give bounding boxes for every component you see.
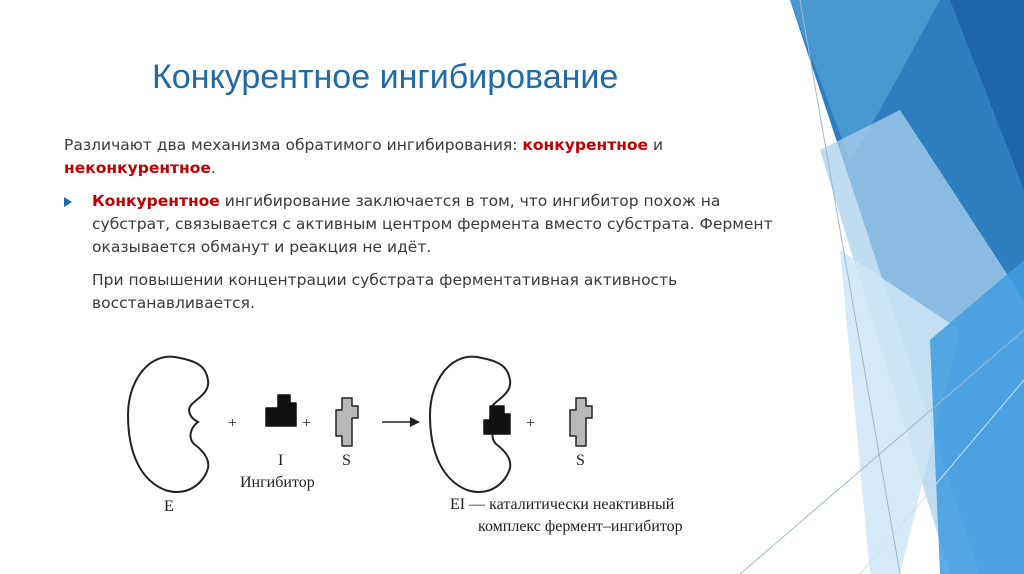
reaction-arrowhead [410,417,420,427]
complex-caption-line-2: комплекс фермент–ингибитор [478,518,683,535]
bullet-arrow-icon [64,197,72,207]
substrate-label-2: S [576,452,585,469]
intro-emphasis-competitive: конкурентное [522,136,649,154]
intro-text-after: . [210,159,216,177]
substrate-label-1: S [342,452,351,469]
complex-caption-line-1: EI — каталитически неактивный [450,496,675,513]
intro-emphasis-noncompetitive: неконкурентное [64,159,211,177]
plus-sign-2: + [302,415,312,432]
bullet-emphasis: Конкурентное [92,192,220,210]
note-paragraph: При повышении концентрации субстрата ферментативная активность восстанавливается. [92,271,678,312]
inhibitor-caption: Ингибитор [240,474,315,491]
intro-paragraph [64,134,784,180]
ei-inhibitor-shape [484,406,510,434]
bullet-text: ингибирование заключается в том, что ингибитор похож на субстрат, связывается с активным центром фермента вместо субстрата. Фермент оказывается обманут и реакция не идёт. [92,192,773,256]
substrate-shape-2 [570,398,592,446]
inhibitor-shape [266,395,296,426]
enzyme-label: E [164,498,174,515]
plus-sign-1: + [228,415,238,432]
intro-text-before: Различают два механизма обратимого ингибирования: [64,136,523,154]
inhibition-diagram [110,340,730,555]
slide-title: Конкурентное ингибирование [152,58,619,96]
plus-sign-3: + [526,415,536,432]
enzyme-shape [128,357,208,492]
slide-body [64,134,784,315]
substrate-shape-1 [336,398,358,446]
inhibitor-letter: I [278,452,284,469]
intro-text-middle: и [648,136,664,154]
bullet-item [64,190,784,259]
